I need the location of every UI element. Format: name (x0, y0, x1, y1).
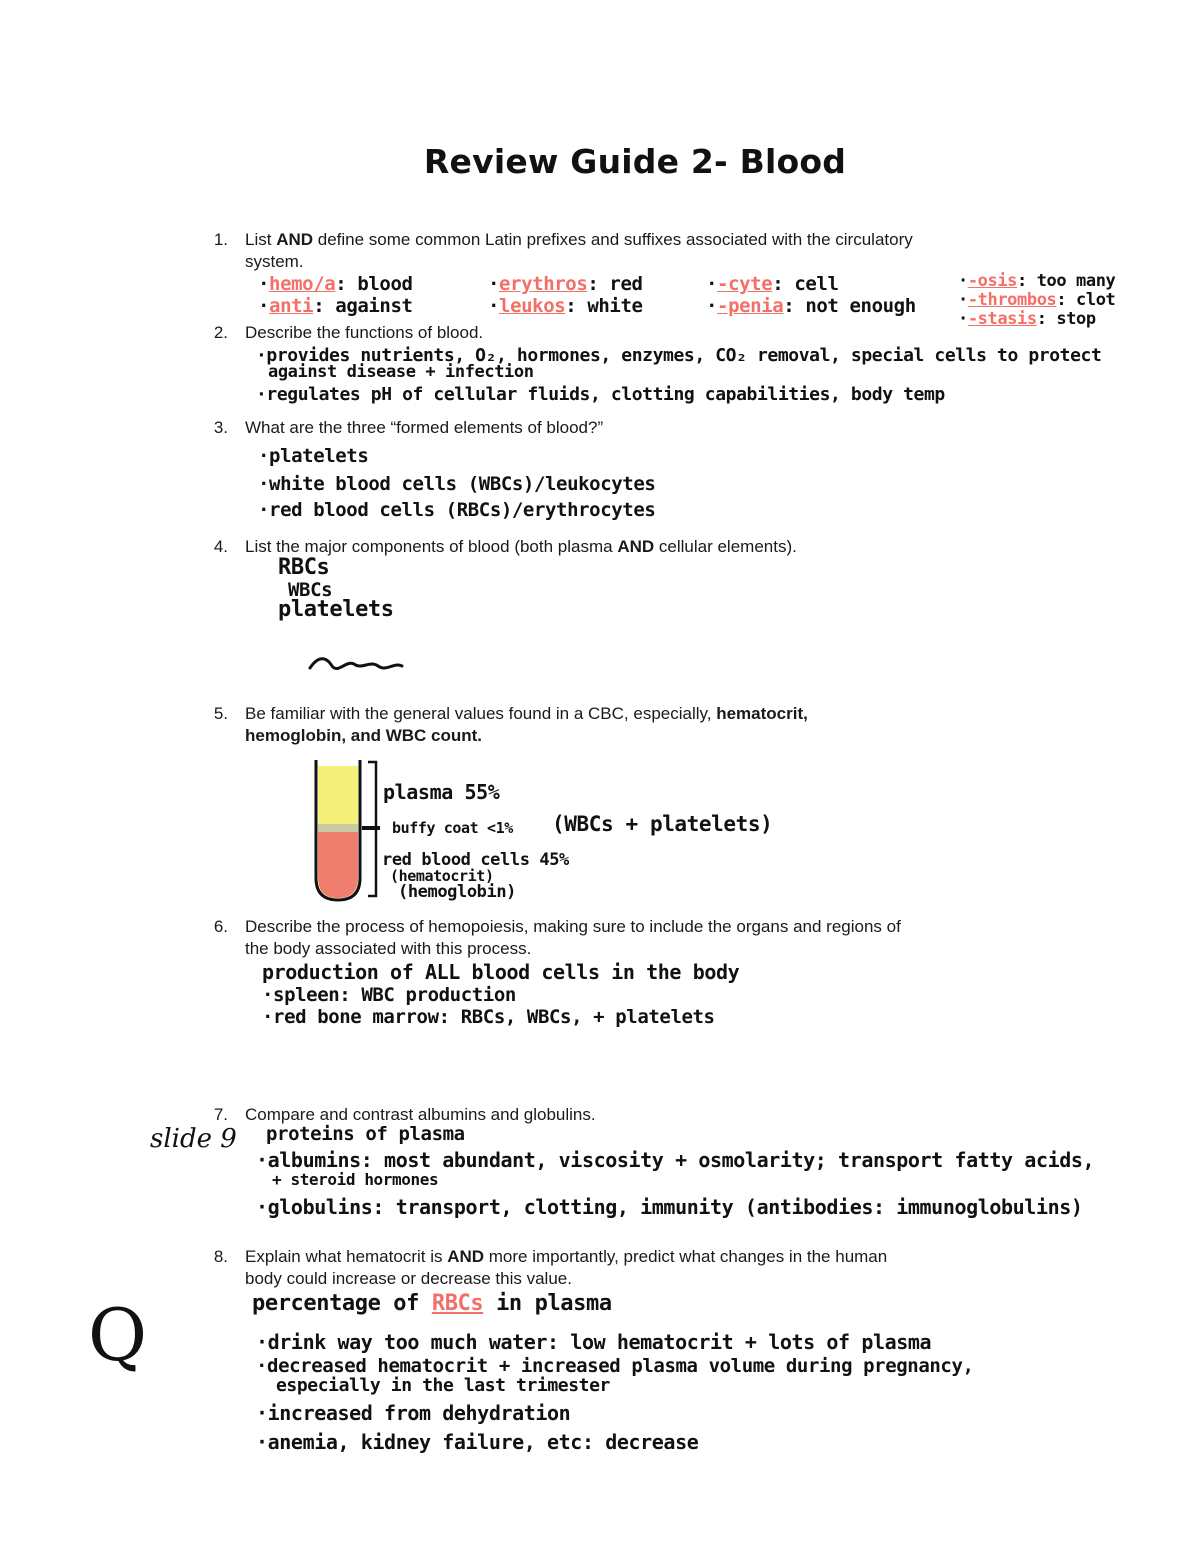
squiggle-mark (308, 654, 404, 674)
answer-line: ·albumins: most abundant, viscosity + osmolarity; transport fatty acids, (256, 1148, 1095, 1172)
margin-note: Q (88, 1293, 148, 1377)
answer-line: ·drink way too much water: low hematocrit + lots of plasma (256, 1330, 932, 1354)
answer-line: ·provides nutrients, O₂, hormones, enzymes, CO₂ removal, special cells to protect (256, 345, 1102, 366)
buffy-coat-label: buffy coat <1% (392, 819, 513, 837)
answer-line: ·increased from dehydration (256, 1401, 571, 1425)
answer-line: ·red bone marrow: RBCs, WBCs, + platelets (262, 1006, 715, 1028)
question-number: 5. (213, 704, 228, 723)
answer-line: ·white blood cells (WBCs)/leukocytes (258, 473, 656, 495)
answer-line: ·spleen: WBC production (262, 984, 516, 1006)
answer-line: ·anti: against (258, 295, 413, 317)
question-text: List AND define some common Latin prefixes and suffixes associated with the circulatory (245, 230, 913, 249)
question-text: What are the three “formed elements of blood?” (245, 418, 604, 437)
answer-line: percentage of RBCs in plasma (252, 1291, 612, 1316)
rbc-label: red blood cells 45% (382, 850, 569, 870)
answer-line: + steroid hormones (272, 1170, 439, 1189)
answer-line: especially in the last trimester (276, 1375, 610, 1396)
question-text-line2: hemoglobin, and WBC count. (245, 726, 483, 745)
question-number: 8. (213, 1247, 228, 1266)
question-number: 1. (213, 230, 228, 249)
question-text: Explain what hematocrit is AND more importantly, predict what changes in the human (245, 1247, 888, 1266)
answer-line: ·erythros: red (488, 273, 643, 295)
question-text: List the major components of blood (both plasma AND cellular elements). (245, 537, 797, 556)
answer-line: ·-penia: not enough (706, 295, 916, 317)
question-number: 4. (213, 537, 228, 556)
answer-line: ·-thrombos: clot (958, 290, 1116, 310)
answer-line: ·leukos: white (488, 295, 643, 317)
answer-line: ·regulates pH of cellular fluids, clotting capabilities, body temp (256, 384, 945, 405)
answer-line: platelets (278, 597, 394, 622)
question-text: Describe the functions of blood. (245, 323, 484, 342)
question-text-line2: body could increase or decrease this value. (245, 1269, 572, 1288)
question-text-line2: the body associated with this process. (245, 939, 532, 958)
question-number: 2. (213, 323, 228, 342)
hematocrit-label: (hematocrit) (390, 867, 494, 885)
answer-line: against disease + infection (268, 362, 534, 382)
answer-line: ·-cyte: cell (706, 273, 839, 295)
answer-line: production of ALL blood cells in the body (262, 960, 740, 984)
test-tube-diagram (300, 752, 390, 902)
answer-line: RBCs (278, 555, 330, 580)
answer-line: ·hemo/a: blood (258, 273, 413, 295)
page-title: Review Guide 2- Blood (423, 142, 847, 181)
question-text-line2: system. (245, 252, 304, 271)
margin-note: slide 9 (150, 1124, 237, 1154)
question-number: 6. (213, 917, 228, 936)
answer-line: ·-osis: too many (958, 271, 1116, 291)
question-text: Be familiar with the general values found in a CBC, especially, hematocrit, (245, 704, 808, 723)
question-number: 3. (213, 418, 228, 437)
answer-line: ·anemia, kidney failure, etc: decrease (256, 1430, 699, 1454)
answer-line: ·globulins: transport, clotting, immunity (antibodies: immunoglobulins) (256, 1195, 1083, 1219)
answer-line: ·red blood cells (RBCs)/erythrocytes (258, 499, 656, 521)
question-text: Compare and contrast albumins and globulins. (245, 1105, 596, 1124)
hemoglobin-label: (hemoglobin) (398, 882, 517, 902)
buffy-coat-note: (WBCs + platelets) (552, 812, 773, 836)
question-number: 7. (213, 1105, 228, 1124)
question-text: Describe the process of hemopoiesis, making sure to include the organs and regions of (245, 917, 901, 936)
answer-line: proteins of plasma (266, 1123, 465, 1145)
answer-line: ·platelets (258, 445, 369, 467)
answer-line: ·decreased hematocrit + increased plasma volume during pregnancy, (256, 1355, 974, 1377)
answer-line: ·-stasis: stop (958, 309, 1096, 329)
answer-line: WBCs (288, 579, 333, 601)
plasma-label: plasma 55% (383, 780, 500, 804)
